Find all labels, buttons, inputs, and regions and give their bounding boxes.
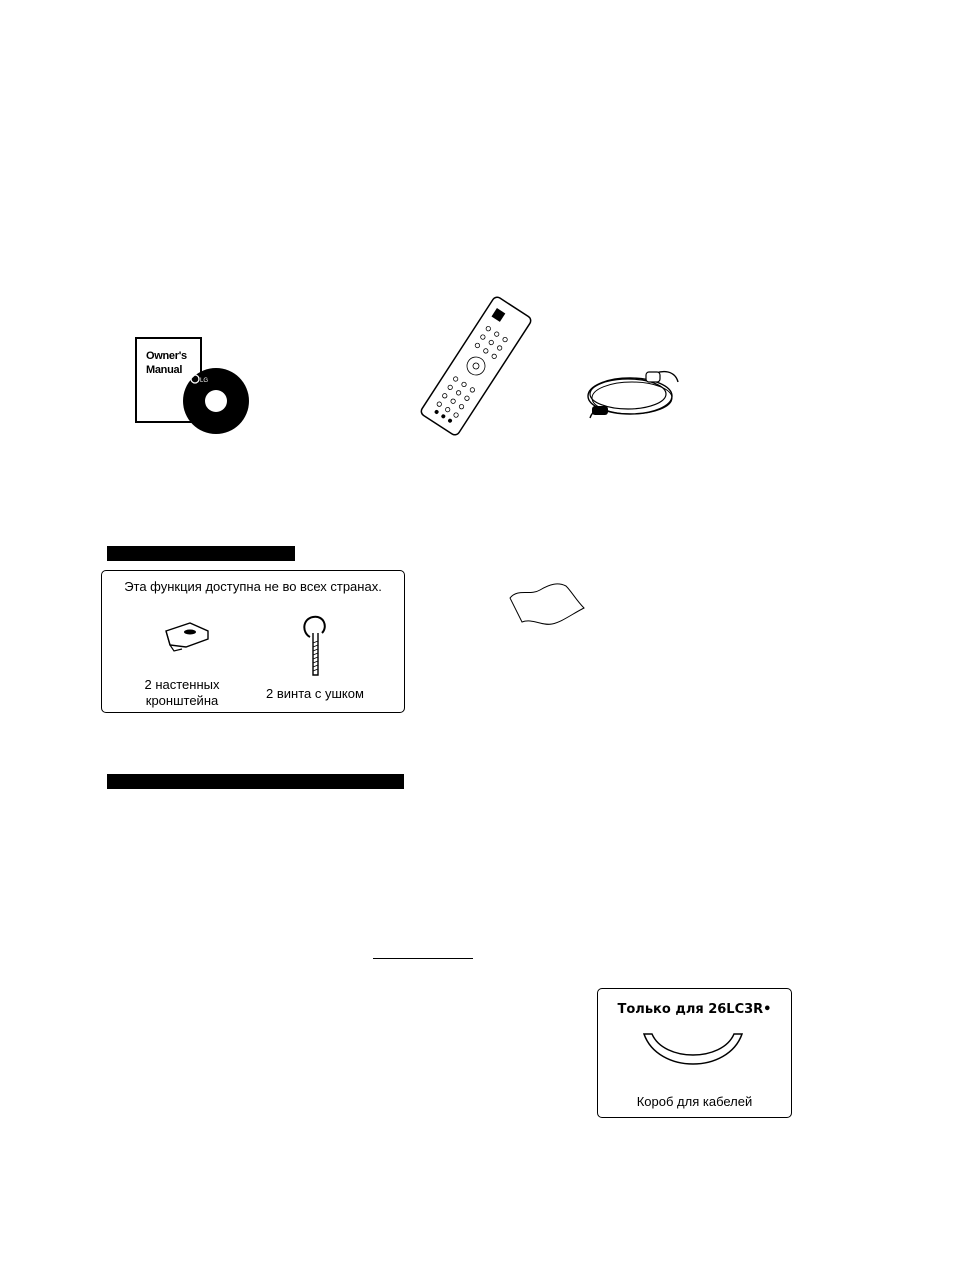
second-section-header	[107, 774, 404, 789]
cable-box-title: Только для 26LC3R•	[617, 1002, 772, 1017]
cd-hole	[205, 390, 227, 412]
cable-box-label: Короб для кабелей	[636, 1094, 753, 1109]
eyebolt-label: 2 винта с ушком	[266, 686, 364, 701]
cd-label: LG	[200, 378, 209, 384]
bracket-label: 2 настенных кронштейна	[144, 677, 220, 708]
cable-tray-icon	[640, 1030, 746, 1074]
underline-rule	[373, 958, 473, 959]
manual-title: Owner's Manual	[146, 350, 187, 376]
wall-bracket-icon	[160, 615, 212, 653]
optional-note: Эта функция доступна не во всех странах.	[124, 579, 382, 594]
remote-control-icon	[414, 296, 538, 436]
eye-bolt-icon	[300, 611, 330, 679]
polishing-cloth-icon	[506, 578, 588, 628]
power-cord-icon	[578, 362, 690, 424]
cd-logo-icon	[189, 372, 211, 386]
optional-section-header	[107, 546, 295, 561]
